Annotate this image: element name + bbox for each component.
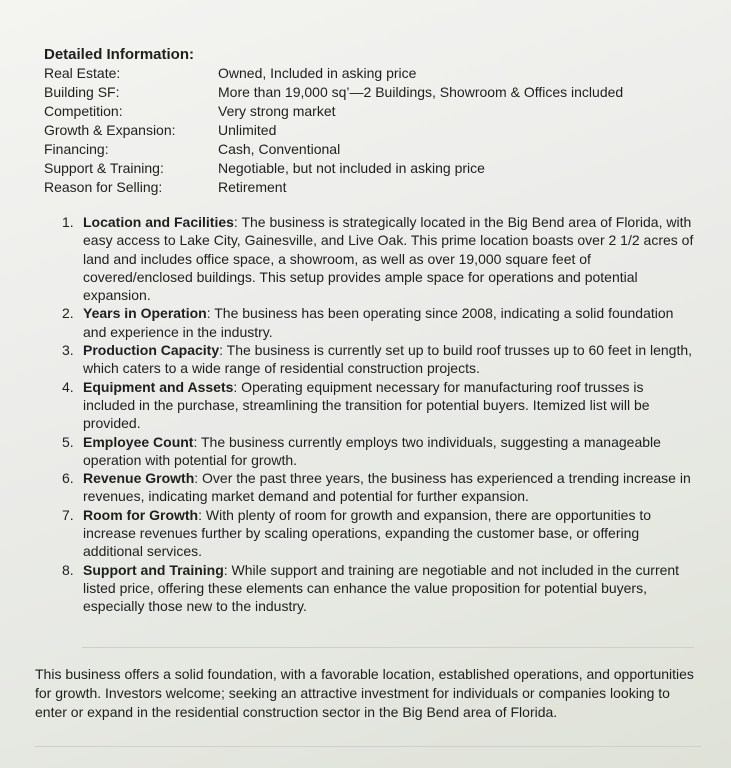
detail-label: Building SF: (44, 84, 120, 100)
list-item (58, 506, 698, 561)
highlights-list (58, 213, 698, 616)
item-title: Room for Growth (83, 506, 199, 523)
item-number: 4. (62, 378, 74, 395)
item-text: : The business is strategically located in the Big Bend area of Florida, with easy access to Lake City, Gainesville, and Live Oak. This prime location boasts over 2 1/2 acres of land and includes office space, a showroom, as well as over 19,000 square feet of covered/enclosed buildings. This setup provides ample space for operations and potential expansion. (83, 214, 694, 304)
item-number: 5. (62, 433, 74, 450)
item-text: : The business currently employs two individuals, suggesting a manageable operation with potential for growth. (83, 433, 661, 468)
detail-label: Financing: (44, 141, 109, 157)
detail-label: Reason for Selling: (44, 179, 163, 195)
detail-label: Growth & Expansion: (44, 122, 176, 138)
item-number: 2. (62, 305, 74, 322)
item-text: : While support and training are negotiable and not included in the current listed price, offering these elements can enhance the value proposition for potential buyers, especially those new to the industry. (83, 561, 680, 615)
list-item (58, 469, 698, 506)
detail-label: Competition: (44, 103, 123, 119)
item-text: : With plenty of room for growth and expansion, there are opportunities to increase revenues further by scaling operations, expanding the customer base, or offering additional services. (83, 506, 652, 560)
closing-paragraph: This business offers a solid foundation, with a favorable location, established operations, and opportunities for growth. Investors welcome; seeking an attractive investment for individuals or companies looking to enter or expand in the residential construction sector in the Big Bend area of Florida. (35, 666, 694, 720)
list-item (58, 213, 698, 304)
list-item (58, 378, 698, 433)
detail-value: Very strong market (218, 103, 336, 119)
item-title: Support and Training (83, 561, 224, 578)
list-item (58, 561, 698, 616)
detail-label: Support & Training: (44, 160, 164, 176)
item-title: Employee Count (83, 433, 194, 450)
detail-value: Negotiable, but not included in asking price (218, 160, 485, 176)
item-number: 8. (62, 561, 74, 578)
item-title: Location and Facilities (83, 214, 234, 230)
divider (35, 746, 701, 747)
detail-label: Real Estate: (44, 65, 121, 81)
item-title: Revenue Growth (83, 470, 195, 487)
item-text: : Operating equipment necessary for manufacturing roof trusses is included in the purchase, streamlining the transition for potential buyers. Itemized list will be provided. (83, 378, 650, 432)
detail-value: Retirement (218, 179, 287, 195)
list-item (58, 341, 698, 378)
item-number: 6. (62, 470, 74, 487)
detailed-info-heading: Detailed Information: (44, 46, 195, 63)
item-title: Equipment and Assets (83, 378, 234, 395)
detail-value: More than 19,000 sq’—2 Buildings, Showroom & Offices included (218, 84, 624, 100)
item-text: : Over the past three years, the business has experienced a trending increase in revenues, indicating market demand and potential for further expansion. (83, 470, 691, 505)
detail-value: Unlimited (218, 122, 277, 138)
item-number: 1. (62, 214, 74, 230)
list-item (58, 304, 698, 341)
item-title: Years in Operation (83, 305, 207, 322)
divider (82, 647, 694, 648)
item-text: : The business has been operating since 2008, indicating a solid foundation and experience in the industry. (83, 305, 674, 340)
item-text: : The business is currently set up to build roof trusses up to 60 feet in length, which caters to a wide range of residential construction projects. (83, 342, 693, 377)
item-number: 7. (62, 506, 74, 523)
detail-value: Cash, Conventional (218, 141, 341, 157)
list-item (58, 433, 698, 470)
item-title: Production Capacity (83, 342, 220, 359)
item-number: 3. (62, 342, 74, 359)
detail-value: Owned, Included in asking price (218, 65, 417, 81)
